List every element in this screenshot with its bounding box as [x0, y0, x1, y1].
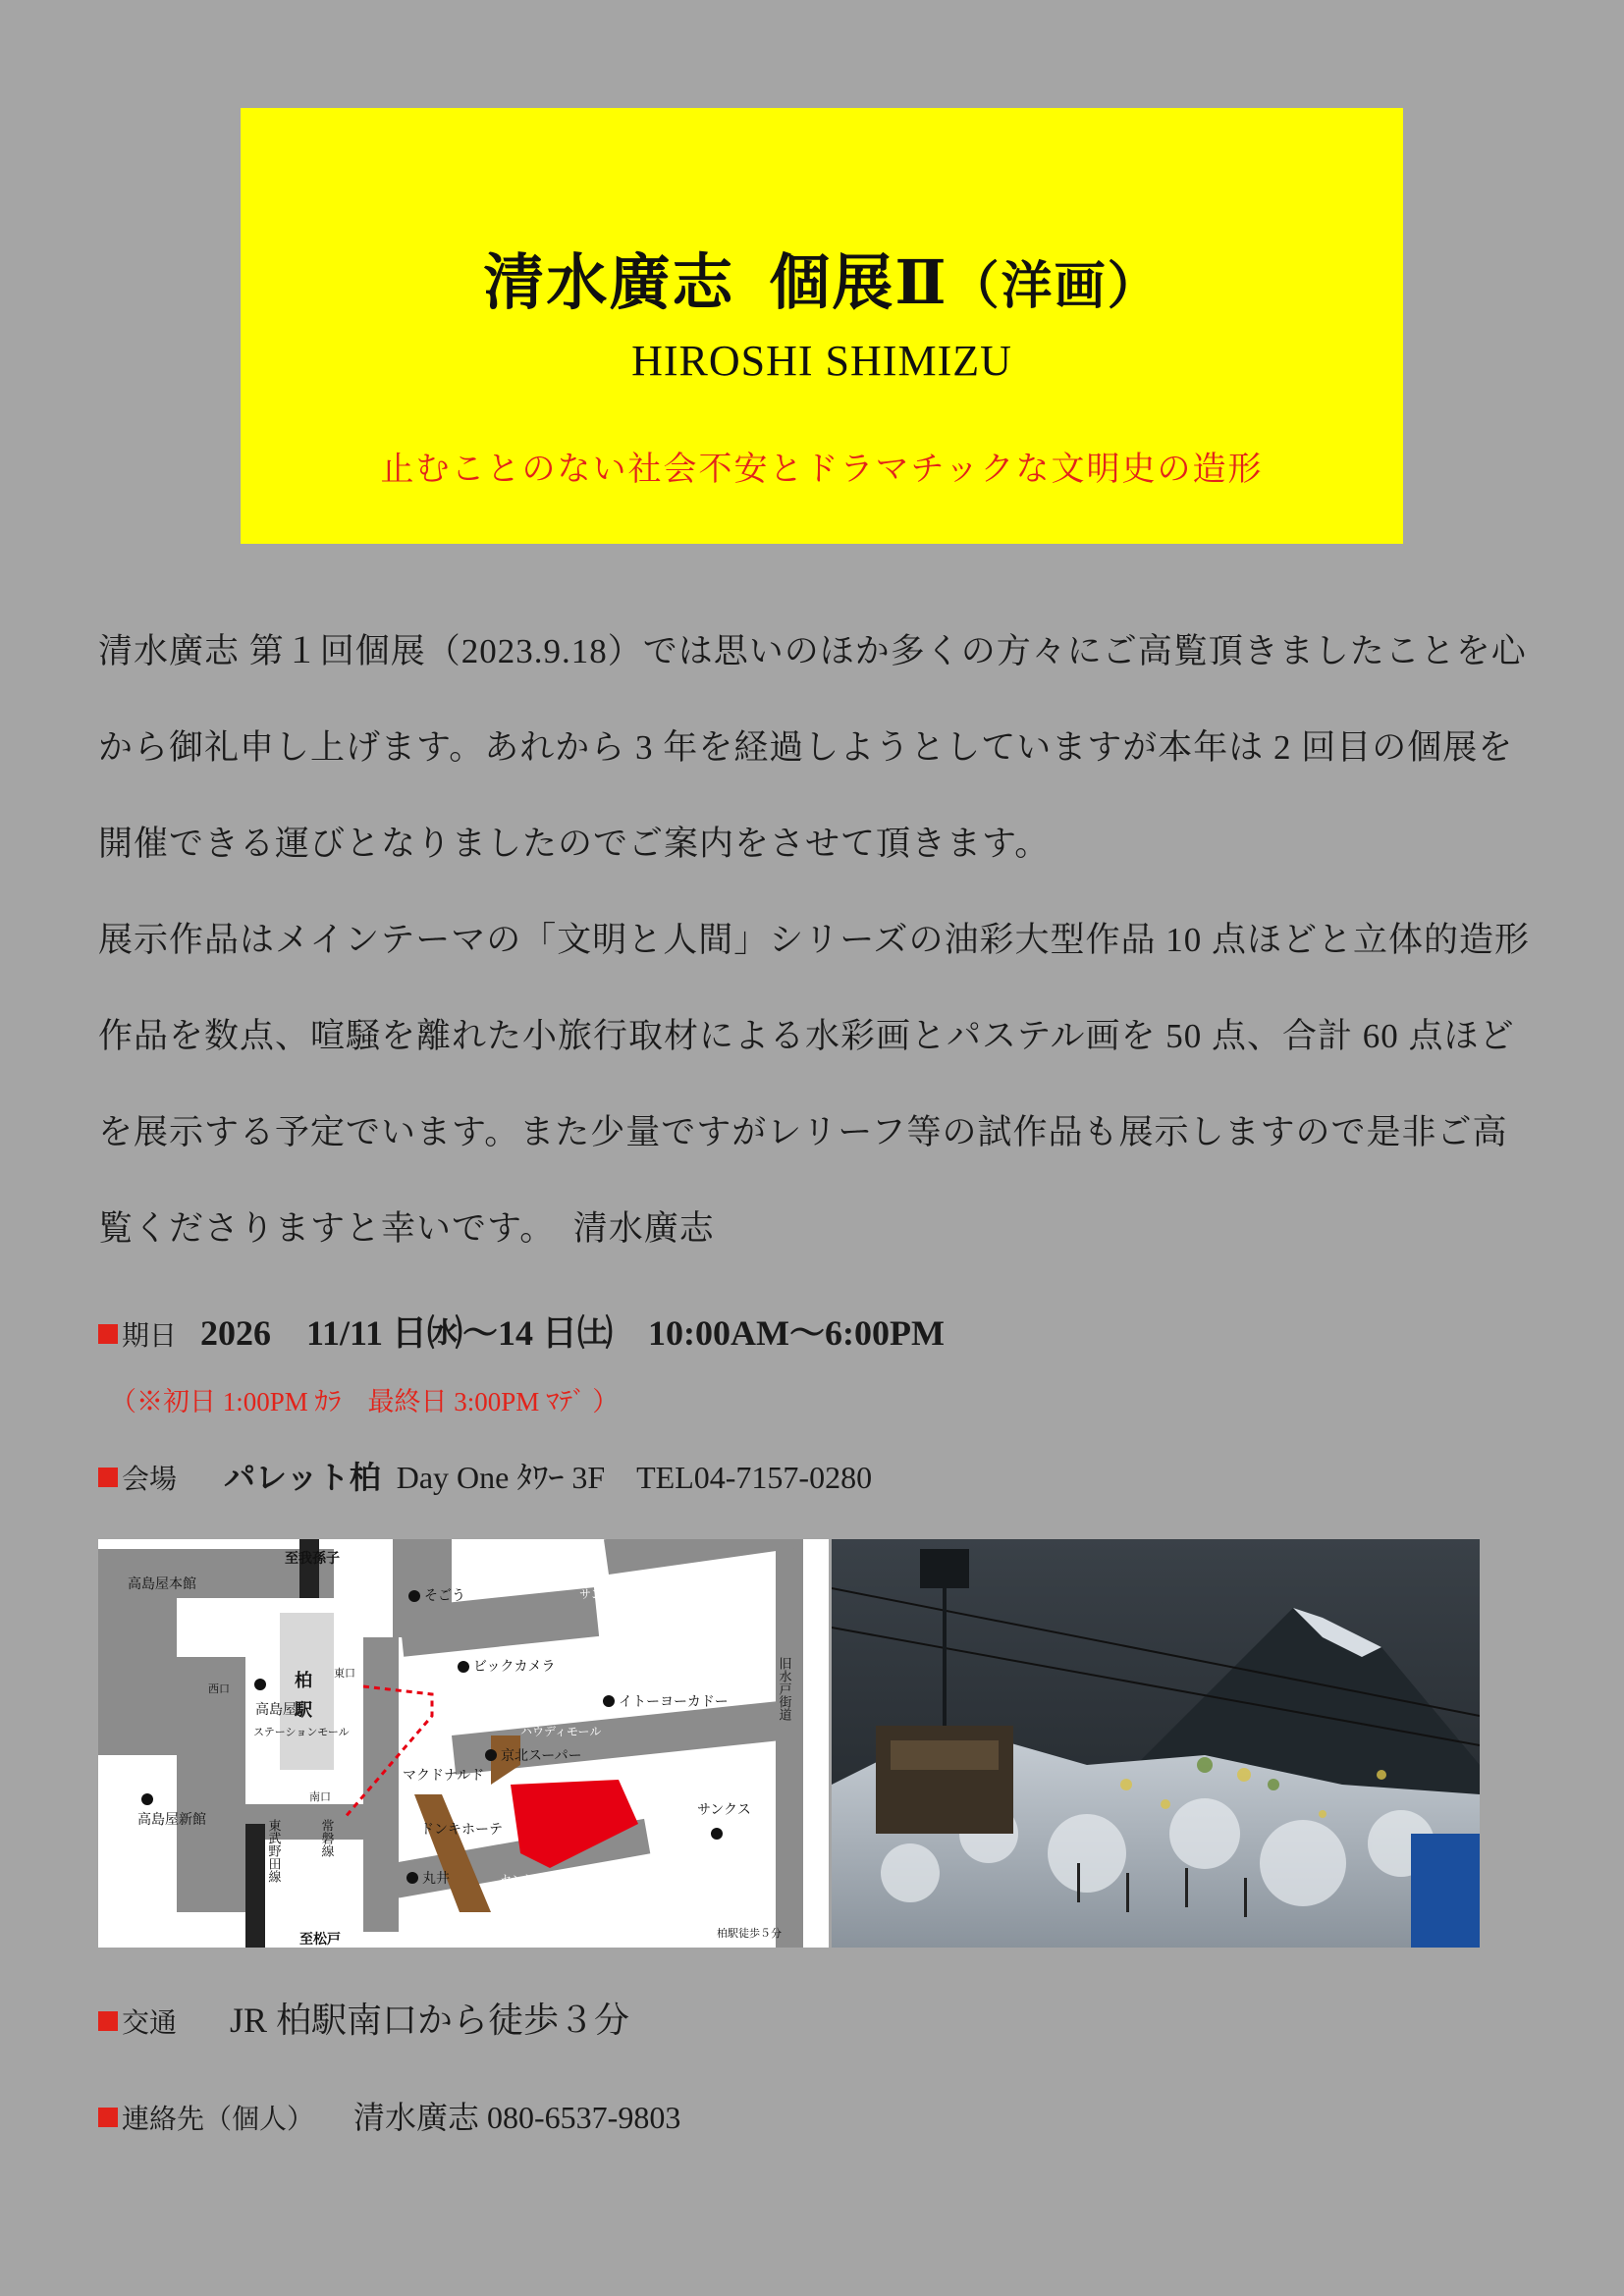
exhibition-title	[241, 234, 1403, 321]
schedule-label: 期日	[122, 1321, 178, 1352]
access-value: JR 柏駅南口から徒歩３分	[230, 2001, 630, 2040]
map-label-takashimaya-main: 高島屋本館	[128, 1576, 196, 1592]
map-label-mcdonalds: マクドナルド	[403, 1768, 485, 1784]
map-label-kyu-mito: 旧水戸街道	[776, 1657, 791, 1721]
map-label-abiko: 至我孫子	[285, 1551, 340, 1567]
artist-name: 清水廣志	[483, 250, 735, 317]
venue-label: 会場	[122, 1465, 178, 1495]
contact-label: 連絡先（個人）	[122, 2105, 315, 2135]
map-label-station-mall: ステーションモール	[253, 1726, 350, 1738]
map-label-walk-time: 柏駅徒歩５分	[717, 1927, 782, 1940]
map-label-east-exit: 東口	[334, 1667, 355, 1680]
map-label-tobu-noda: 東武野田線	[265, 1819, 281, 1883]
map-label-sogo: そごう	[424, 1588, 465, 1604]
schedule-value: 2026 11/11 日㈬～14 日㈯ 10:00AM～6:00PM	[200, 1313, 945, 1353]
schedule-row	[98, 1306, 945, 1356]
greeting-paragraph-1: 清水廣志 第１回個展（2023.9.18）では思いのほか多くの方々にご高覧頂きましたことを心から御礼申し上げます。あれから 3 年を経過しようとしていますが本年は 2 回目の個展を開催できる運びとなりましたのでご案内をさせて頂きます。	[98, 632, 1527, 863]
map-label-west-exit: 西口	[208, 1682, 230, 1695]
map-label-takashimaya-sc: 高島屋	[255, 1702, 297, 1718]
exhibition-tagline: 止むことのない社会不安とドラマチックな文明史の造形	[380, 452, 1264, 488]
access-map	[98, 1539, 829, 1948]
bullet-square-icon	[98, 2011, 118, 2031]
venue-name: パレット柏	[224, 1460, 381, 1495]
map-label-central: セントラルパル通り	[501, 1873, 597, 1886]
map-label-kashiwa: 柏	[295, 1671, 312, 1691]
venue-detail: Day One ﾀﾜｰ 3F TEL04-7157-0280	[396, 1460, 873, 1495]
map-label-sunkus: サンクス	[697, 1802, 751, 1818]
access-row	[98, 1993, 629, 2043]
map-label-sunsun: サンサン通り	[579, 1587, 649, 1601]
greeting-paragraph-2: 展示作品はメインテーマの「文明と人間」シリーズの油彩大型作品 10 点ほどと立体的造形作品を数点、喧騒を離れた小旅行取材による水彩画とパステル画を 50 点、合計 60 点ほどを展示する予定でいます。また少量ですがレリーフ等の試作品も展示しますので是非ご高覧くださりますと幸いです。 清水廣志	[98, 921, 1531, 1248]
bullet-square-icon	[98, 2108, 118, 2127]
map-label-bic: ビックカメラ	[473, 1659, 556, 1675]
exhibit-name: 個展Ⅱ	[769, 250, 948, 317]
map-label-marui: 丸井	[422, 1871, 450, 1887]
contact-value: 清水廣志 080-6537-9803	[353, 2100, 681, 2135]
artwork-image	[832, 1539, 1480, 1948]
map-label-south-exit: 南口	[309, 1790, 331, 1803]
map-label-donki: ドンキホーテ	[420, 1822, 503, 1838]
access-label: 交通	[122, 2008, 178, 2039]
map-label-keihoku: 京北スーパー	[501, 1748, 582, 1764]
map-label-howdy: ハウディモール	[520, 1725, 602, 1738]
map-label-matsudo: 至松戸	[299, 1932, 341, 1948]
bullet-square-icon	[98, 1468, 118, 1487]
artist-romaji: HIROSHI SHIMIZU	[631, 337, 1012, 385]
genre-label: （洋画）	[947, 259, 1161, 315]
greeting-text	[98, 604, 1532, 1277]
contact-row	[98, 2093, 680, 2138]
bullet-square-icon	[98, 1324, 118, 1344]
map-label-takashimaya-new: 高島屋新館	[137, 1812, 206, 1828]
map-label-itoyokado: イトーヨーカドー	[619, 1694, 729, 1710]
venue-row	[98, 1453, 872, 1498]
schedule-note: （※初日 1:00PM ｶﾗ 最終日 3:00PM ﾏﾃﾞ ）	[110, 1387, 620, 1416]
title-banner	[241, 108, 1403, 544]
map-label-joban: 常磐線	[318, 1819, 334, 1857]
map-label-station: 駅	[295, 1700, 312, 1721]
